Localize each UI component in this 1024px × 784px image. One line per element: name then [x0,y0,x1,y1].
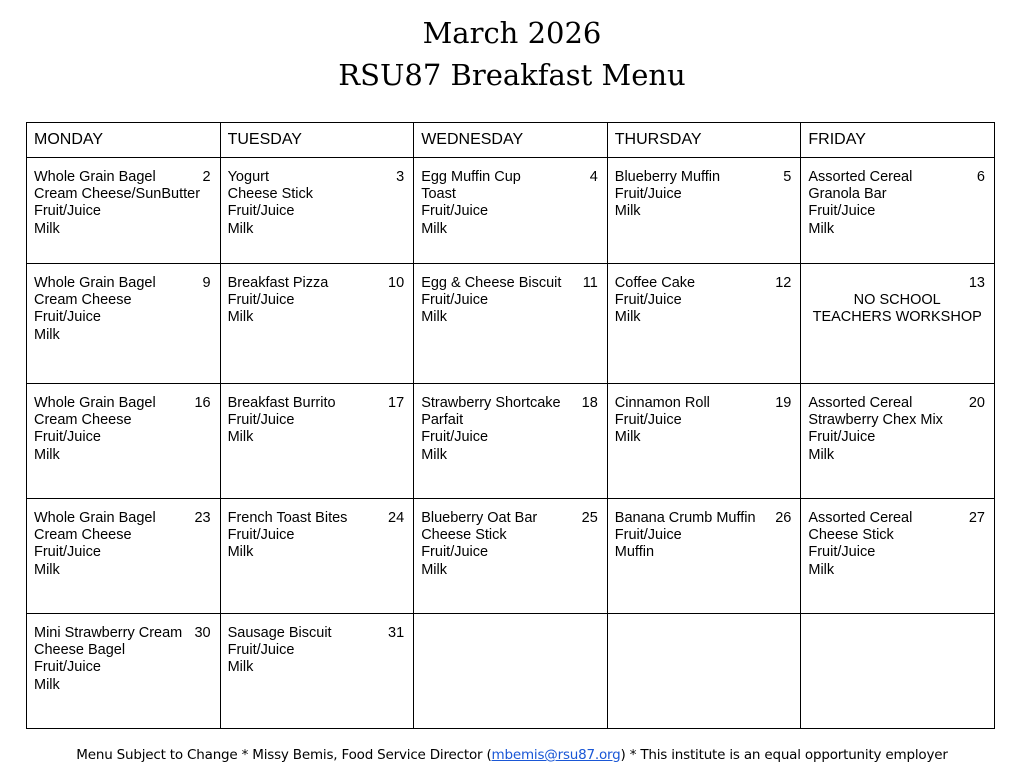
day-cell [414,264,608,384]
menu-item: Fruit/Juice [227,642,295,659]
menu-item: Cream Cheese/SunButter [34,186,201,203]
menu-item: Milk [614,203,641,220]
day-cell [414,499,608,614]
day-number: 3 [396,169,405,185]
menu-item: Fruit/Juice [34,203,101,220]
menu-item: Milk [227,309,254,326]
menu-item: Fruit/Juice [614,412,682,429]
day-number: 10 [388,275,405,291]
menu-item: Whole Grain Bagel [34,395,156,411]
menu-item: Assorted Cereal [808,169,913,185]
menu-item: Milk [808,220,835,237]
menu-item: Fruit/Juice [34,544,101,561]
menu-item: Milk [808,446,835,463]
day-number: 16 [194,395,211,411]
day-cell [414,158,608,264]
menu-item: Blueberry Oat Bar [421,510,538,526]
menu-item: Whole Grain Bagel [34,169,156,185]
menu-item: Fruit/Juice [808,429,876,446]
menu-item: Breakfast Burrito [227,395,336,411]
day-number: 9 [202,275,211,291]
day-cell [607,384,801,499]
footer-text-end: ) * This institute is an equal opportunity employer [620,747,948,763]
menu-item: Milk [34,326,60,343]
menu-item: Milk [227,220,254,237]
menu-item: Breakfast Pizza [227,275,329,291]
footer-text: Menu Subject to Change * Missy Bemis, Food Service Director ( [76,747,492,763]
menu-item: NO SCHOOL [853,292,941,309]
menu-item: Mini Strawberry Cream [34,625,183,641]
weekday-header-tuesday: TUESDAY [220,123,414,158]
menu-item: Assorted Cereal [808,395,913,411]
menu-item: Milk [227,429,254,446]
menu-item: Milk [614,309,641,326]
menu-item: Fruit/Juice [227,412,295,429]
day-number: 6 [976,169,985,185]
menu-item: Milk [34,561,60,578]
day-cell [607,158,801,264]
menu-item: Fruit/Juice [614,186,682,203]
day-cell [27,499,221,614]
weekday-header-monday: MONDAY [27,123,221,158]
menu-item: Milk [421,561,447,578]
menu-item: Milk [227,544,254,561]
menu-item: French Toast Bites [227,510,348,526]
day-number: 11 [582,275,598,291]
menu-item: Fruit/Juice [421,292,489,309]
menu-item: Fruit/Juice [808,203,876,220]
menu-item: Fruit/Juice [34,309,101,326]
menu-item: Whole Grain Bagel [34,275,156,291]
menu-item: Whole Grain Bagel [34,510,156,526]
menu-item: Milk [808,561,835,578]
menu-item: Milk [34,446,60,463]
day-cell [801,499,995,614]
menu-item: Fruit/Juice [614,292,682,309]
day-cell [27,384,221,499]
menu-item: Cream Cheese [34,292,132,309]
week-row [27,499,995,614]
menu-item: Cheese Bagel [34,642,126,659]
menu-item: Milk [614,429,641,446]
day-cell [220,499,414,614]
day-number: 18 [581,395,598,411]
week-row [27,614,995,729]
day-number: 5 [783,169,792,185]
menu-item: Milk [421,446,447,463]
menu-item: Yogurt [227,169,269,185]
menu-item: Strawberry Chex Mix [808,412,943,429]
menu-item: Milk [34,676,60,693]
menu-title: RSU87 Breakfast Menu [338,58,686,92]
menu-item [808,275,986,292]
day-cell [27,614,221,729]
week-row [27,384,995,499]
day-number: 17 [388,395,405,411]
day-cell [414,384,608,499]
director-email-link[interactable]: mbemis@rsu87.org [491,747,621,763]
day-cell [607,614,801,729]
day-number: 4 [589,169,598,185]
menu-item: Milk [421,220,447,237]
day-cell [801,264,995,384]
menu-item: Fruit/Juice [421,429,489,446]
menu-item: Egg Muffin Cup [421,169,521,185]
menu-item: Egg & Cheese Biscuit [421,275,562,291]
day-number: 19 [775,395,792,411]
day-cell [801,158,995,264]
week-row [27,264,995,384]
menu-item: Cheese Stick [808,527,894,544]
menu-item: Banana Crumb Muffin [614,510,756,526]
menu-item: Toast [421,186,456,203]
menu-item: Cheese Stick [227,186,314,203]
day-number: 20 [968,395,985,411]
day-cell [220,264,414,384]
menu-item: Cheese Stick [421,527,507,544]
menu-item: Fruit/Juice [34,659,101,676]
day-cell [801,614,995,729]
menu-item: Milk [227,659,254,676]
weekday-header-wednesday: WEDNESDAY [414,123,608,158]
menu-item: Fruit/Juice [421,203,489,220]
day-cell [220,158,414,264]
footer [0,747,1024,763]
day-cell [220,614,414,729]
menu-item: Sausage Biscuit [227,625,332,641]
menu-item: Cream Cheese [34,527,132,544]
day-cell [607,499,801,614]
menu-item: Fruit/Juice [808,544,876,561]
weekday-header-friday: FRIDAY [801,123,995,158]
day-number: 13 [968,275,985,291]
week-row [27,158,995,264]
weekday-header-row [27,123,995,158]
day-cell [801,384,995,499]
menu-item: Milk [34,220,60,237]
menu-item: Coffee Cake [614,275,696,291]
menu-item: Fruit/Juice [227,203,295,220]
menu-item: Assorted Cereal [808,510,913,526]
menu-item: Fruit/Juice [227,292,295,309]
weekday-header-thursday: THURSDAY [607,123,801,158]
menu-item: Fruit/Juice [614,527,682,544]
day-number: 27 [968,510,985,526]
day-cell [414,614,608,729]
menu-item: TEACHERS WORKSHOP [812,309,982,326]
menu-item: Fruit/Juice [421,544,489,561]
menu-item: Fruit/Juice [227,527,295,544]
day-number: 31 [388,625,405,641]
menu-item: Strawberry Shortcake [421,395,561,411]
menu-item: Blueberry Muffin [614,169,721,185]
day-number: 23 [194,510,211,526]
day-number: 24 [388,510,405,526]
day-cell [607,264,801,384]
day-cell [220,384,414,499]
menu-item: Muffin [614,544,655,561]
menu-month-title: March 2026 [422,16,602,50]
menu-calendar [26,122,995,729]
day-number: 25 [581,510,598,526]
menu-item: Milk [421,309,447,326]
menu-item: Cream Cheese [34,412,132,429]
day-cell [27,264,221,384]
day-number: 12 [775,275,792,291]
menu-item: Granola Bar [808,186,887,203]
menu-item: Parfait [421,412,464,429]
day-number: 2 [202,169,211,185]
day-number: 30 [194,625,211,641]
menu-item: Fruit/Juice [34,429,101,446]
menu-item: Cinnamon Roll [614,395,710,411]
day-number: 26 [775,510,792,526]
day-cell [27,158,221,264]
